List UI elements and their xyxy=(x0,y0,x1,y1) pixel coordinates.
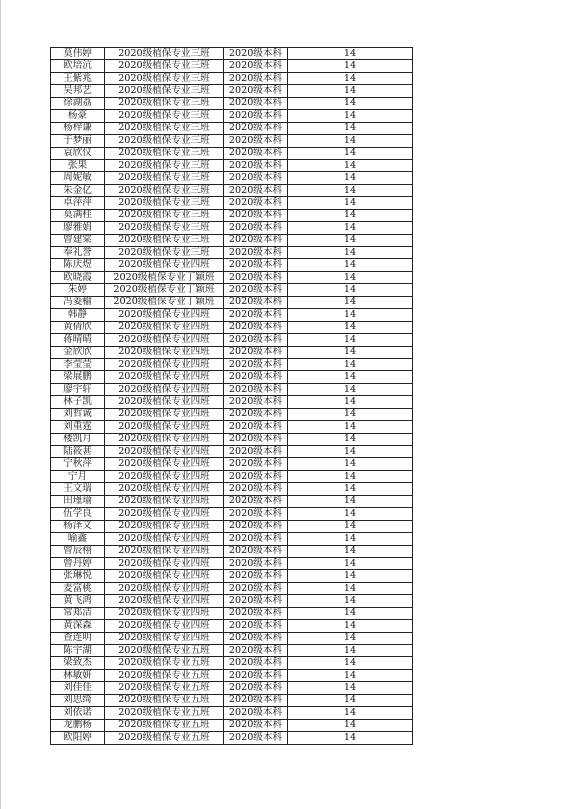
student-name-cell: 查连明 xyxy=(51,632,105,644)
student-name-cell: 冯菱榆 xyxy=(51,296,105,308)
table-row xyxy=(51,383,413,395)
student-name-cell: 宁月 xyxy=(51,470,105,482)
grade-level-cell: 2020级本科 xyxy=(224,184,288,196)
student-name-cell: 宁秋萍 xyxy=(51,458,105,470)
grade-level-cell: 2020级本科 xyxy=(224,159,288,171)
score-cell: 14 xyxy=(288,60,413,72)
table-row xyxy=(51,719,413,731)
class-name-cell: 2020级植保专业五班 xyxy=(105,669,224,681)
table-row xyxy=(51,284,413,296)
student-name-cell: 伍学良 xyxy=(51,508,105,520)
table-row xyxy=(51,222,413,234)
table-row xyxy=(51,184,413,196)
class-name-cell: 2020级植保专业五班 xyxy=(105,657,224,669)
student-name-cell: 于梦丽 xyxy=(51,135,105,147)
grade-level-cell: 2020级本科 xyxy=(224,346,288,358)
class-name-cell: 2020级植保专业四班 xyxy=(105,358,224,370)
table-row xyxy=(51,85,413,97)
class-name-cell: 2020级植保专业四班 xyxy=(105,321,224,333)
score-cell: 14 xyxy=(288,296,413,308)
score-cell: 14 xyxy=(288,309,413,321)
student-name-cell: 曾建棠 xyxy=(51,234,105,246)
grade-level-cell: 2020级本科 xyxy=(224,570,288,582)
score-cell: 14 xyxy=(288,620,413,632)
class-name-cell: 2020级植保专业四班 xyxy=(105,383,224,395)
score-cell: 14 xyxy=(288,707,413,719)
student-name-cell: 奉礼誉 xyxy=(51,247,105,259)
student-name-cell: 梁展鹏 xyxy=(51,371,105,383)
class-name-cell: 2020级植保专业四班 xyxy=(105,371,224,383)
grade-level-cell: 2020级本科 xyxy=(224,446,288,458)
score-cell: 14 xyxy=(288,383,413,395)
grade-level-cell: 2020级本科 xyxy=(224,271,288,283)
student-name-cell: 黄深森 xyxy=(51,620,105,632)
table-row xyxy=(51,97,413,109)
grade-level-cell: 2020级本科 xyxy=(224,732,288,744)
score-cell: 14 xyxy=(288,259,413,271)
class-name-cell: 2020级植保专业四班 xyxy=(105,458,224,470)
grade-level-cell: 2020级本科 xyxy=(224,533,288,545)
table-row xyxy=(51,570,413,582)
score-cell: 14 xyxy=(288,545,413,557)
score-cell: 14 xyxy=(288,669,413,681)
student-name-cell: 刘重霆 xyxy=(51,421,105,433)
student-name-cell: 莫伟婷 xyxy=(51,48,105,60)
class-name-cell: 2020级植保专业三班 xyxy=(105,197,224,209)
score-cell: 14 xyxy=(288,371,413,383)
grade-level-cell: 2020级本科 xyxy=(224,110,288,122)
score-cell: 14 xyxy=(288,595,413,607)
table-row xyxy=(51,595,413,607)
grade-level-cell: 2020级本科 xyxy=(224,48,288,60)
grade-level-cell: 2020级本科 xyxy=(224,72,288,84)
score-cell: 14 xyxy=(288,122,413,134)
class-name-cell: 2020级植保专业丁颖班 xyxy=(105,296,224,308)
class-name-cell: 2020级植保专业三班 xyxy=(105,122,224,134)
class-name-cell: 2020级植保专业四班 xyxy=(105,570,224,582)
score-cell: 14 xyxy=(288,470,413,482)
grade-level-cell: 2020级本科 xyxy=(224,97,288,109)
student-name-cell: 朱金亿 xyxy=(51,184,105,196)
grade-level-cell: 2020级本科 xyxy=(224,135,288,147)
score-cell: 14 xyxy=(288,271,413,283)
class-name-cell: 2020级植保专业五班 xyxy=(105,682,224,694)
table-row xyxy=(51,247,413,259)
class-name-cell: 2020级植保专业四班 xyxy=(105,545,224,557)
class-name-cell: 2020级植保专业四班 xyxy=(105,421,224,433)
student-name-cell: 李莹莹 xyxy=(51,358,105,370)
student-name-cell: 欧晓霞 xyxy=(51,271,105,283)
score-cell: 14 xyxy=(288,358,413,370)
table-row xyxy=(51,234,413,246)
grade-level-cell: 2020级本科 xyxy=(224,707,288,719)
table-row xyxy=(51,358,413,370)
grade-level-cell: 2020级本科 xyxy=(224,483,288,495)
score-cell: 14 xyxy=(288,421,413,433)
grade-level-cell: 2020级本科 xyxy=(224,209,288,221)
score-cell: 14 xyxy=(288,446,413,458)
class-name-cell: 2020级植保专业三班 xyxy=(105,209,224,221)
score-cell: 14 xyxy=(288,533,413,545)
score-cell: 14 xyxy=(288,458,413,470)
class-name-cell: 2020级植保专业四班 xyxy=(105,446,224,458)
class-name-cell: 2020级植保专业五班 xyxy=(105,694,224,706)
class-name-cell: 2020级植保专业三班 xyxy=(105,172,224,184)
class-name-cell: 2020级植保专业四班 xyxy=(105,520,224,532)
score-cell: 14 xyxy=(288,557,413,569)
class-name-cell: 2020级植保专业五班 xyxy=(105,707,224,719)
class-name-cell: 2020级植保专业三班 xyxy=(105,247,224,259)
student-name-cell: 卓萍萍 xyxy=(51,197,105,209)
table-row xyxy=(51,483,413,495)
student-name-cell: 麦富桃 xyxy=(51,582,105,594)
table-row xyxy=(51,669,413,681)
score-cell: 14 xyxy=(288,433,413,445)
table-row xyxy=(51,421,413,433)
student-name-cell: 刘思绮 xyxy=(51,694,105,706)
table-row xyxy=(51,371,413,383)
class-name-cell: 2020级植保专业三班 xyxy=(105,60,224,72)
student-name-cell: 黄倩欣 xyxy=(51,321,105,333)
score-cell: 14 xyxy=(288,719,413,731)
table-row xyxy=(51,346,413,358)
student-name-cell: 喻鑫 xyxy=(51,533,105,545)
grade-level-cell: 2020级本科 xyxy=(224,396,288,408)
table-row xyxy=(51,259,413,271)
student-name-cell: 陆筱葚 xyxy=(51,446,105,458)
score-cell: 14 xyxy=(288,97,413,109)
score-cell: 14 xyxy=(288,184,413,196)
class-name-cell: 2020级植保专业四班 xyxy=(105,483,224,495)
table-row xyxy=(51,458,413,470)
grade-level-cell: 2020级本科 xyxy=(224,620,288,632)
class-name-cell: 2020级植保专业四班 xyxy=(105,334,224,346)
table-row xyxy=(51,72,413,84)
class-name-cell: 2020级植保专业五班 xyxy=(105,719,224,731)
table-row xyxy=(51,172,413,184)
student-name-cell: 刘佳佳 xyxy=(51,682,105,694)
score-cell: 14 xyxy=(288,72,413,84)
student-name-cell: 陈宇湖 xyxy=(51,645,105,657)
table-row xyxy=(51,309,413,321)
grade-level-cell: 2020级本科 xyxy=(224,520,288,532)
student-name-cell: 陈庆煜 xyxy=(51,259,105,271)
class-name-cell: 2020级植保专业三班 xyxy=(105,234,224,246)
grade-level-cell: 2020级本科 xyxy=(224,247,288,259)
score-cell: 14 xyxy=(288,682,413,694)
class-name-cell: 2020级植保专业三班 xyxy=(105,159,224,171)
table-row xyxy=(51,321,413,333)
table-row xyxy=(51,657,413,669)
student-name-cell: 周妮敏 xyxy=(51,172,105,184)
class-name-cell: 2020级植保专业五班 xyxy=(105,732,224,744)
student-name-cell: 龙鹏杨 xyxy=(51,719,105,731)
grade-level-cell: 2020级本科 xyxy=(224,309,288,321)
table-row xyxy=(51,197,413,209)
student-name-cell: 欧阳婷 xyxy=(51,732,105,744)
student-name-cell: 林子凯 xyxy=(51,396,105,408)
student-name-cell: 刘依诺 xyxy=(51,707,105,719)
grade-level-cell: 2020级本科 xyxy=(224,582,288,594)
table-row xyxy=(51,545,413,557)
table-row xyxy=(51,48,413,60)
class-name-cell: 2020级植保专业四班 xyxy=(105,595,224,607)
table-row xyxy=(51,396,413,408)
score-cell: 14 xyxy=(288,408,413,420)
student-name-cell: 张果 xyxy=(51,159,105,171)
class-name-cell: 2020级植保专业四班 xyxy=(105,533,224,545)
score-cell: 14 xyxy=(288,197,413,209)
student-name-cell: 曾辰栩 xyxy=(51,545,105,557)
grade-level-cell: 2020级本科 xyxy=(224,470,288,482)
table-row xyxy=(51,159,413,171)
grade-level-cell: 2020级本科 xyxy=(224,222,288,234)
table-row xyxy=(51,607,413,619)
grade-level-cell: 2020级本科 xyxy=(224,682,288,694)
grade-level-cell: 2020级本科 xyxy=(224,694,288,706)
grade-level-cell: 2020级本科 xyxy=(224,60,288,72)
student-name-cell: 蒋晴晴 xyxy=(51,334,105,346)
class-name-cell: 2020级植保专业三班 xyxy=(105,147,224,159)
class-name-cell: 2020级植保专业三班 xyxy=(105,85,224,97)
student-name-cell: 黄飞鸿 xyxy=(51,595,105,607)
grade-level-cell: 2020级本科 xyxy=(224,645,288,657)
grade-level-cell: 2020级本科 xyxy=(224,595,288,607)
student-name-cell: 张琳悦 xyxy=(51,570,105,582)
class-name-cell: 2020级植保专业四班 xyxy=(105,346,224,358)
table-row xyxy=(51,620,413,632)
table-row xyxy=(51,707,413,719)
table-row xyxy=(51,694,413,706)
score-cell: 14 xyxy=(288,632,413,644)
table-row xyxy=(51,446,413,458)
class-name-cell: 2020级植保专业四班 xyxy=(105,259,224,271)
class-name-cell: 2020级植保专业三班 xyxy=(105,222,224,234)
score-cell: 14 xyxy=(288,570,413,582)
class-name-cell: 2020级植保专业三班 xyxy=(105,48,224,60)
grade-level-cell: 2020级本科 xyxy=(224,197,288,209)
student-name-cell: 吴邦艺 xyxy=(51,85,105,97)
student-name-cell: 田瑾瑜 xyxy=(51,495,105,507)
class-name-cell: 2020级植保专业四班 xyxy=(105,470,224,482)
score-cell: 14 xyxy=(288,247,413,259)
student-name-cell: 袁欣仪 xyxy=(51,147,105,159)
score-cell: 14 xyxy=(288,209,413,221)
grade-level-cell: 2020级本科 xyxy=(224,421,288,433)
grade-level-cell: 2020级本科 xyxy=(224,508,288,520)
class-name-cell: 2020级植保专业四班 xyxy=(105,433,224,445)
grade-level-cell: 2020级本科 xyxy=(224,147,288,159)
class-name-cell: 2020级植保专业四班 xyxy=(105,632,224,644)
score-cell: 14 xyxy=(288,645,413,657)
page-edge-line xyxy=(0,0,1,809)
table-row xyxy=(51,60,413,72)
score-cell: 14 xyxy=(288,85,413,97)
score-cell: 14 xyxy=(288,334,413,346)
student-name-cell: 韩静 xyxy=(51,309,105,321)
class-name-cell: 2020级植保专业四班 xyxy=(105,607,224,619)
table-row xyxy=(51,110,413,122)
table-row xyxy=(51,147,413,159)
grade-level-cell: 2020级本科 xyxy=(224,632,288,644)
student-name-cell: 梁致杰 xyxy=(51,657,105,669)
class-name-cell: 2020级植保专业三班 xyxy=(105,110,224,122)
student-name-cell: 杨豪 xyxy=(51,110,105,122)
table-row xyxy=(51,296,413,308)
table-row xyxy=(51,495,413,507)
grade-level-cell: 2020级本科 xyxy=(224,284,288,296)
table-row xyxy=(51,470,413,482)
score-cell: 14 xyxy=(288,396,413,408)
table-row xyxy=(51,533,413,545)
class-name-cell: 2020级植保专业三班 xyxy=(105,72,224,84)
student-name-cell: 楼凯月 xyxy=(51,433,105,445)
student-roster-table xyxy=(50,47,413,745)
class-name-cell: 2020级植保专业三班 xyxy=(105,135,224,147)
score-cell: 14 xyxy=(288,732,413,744)
class-name-cell: 2020级植保专业三班 xyxy=(105,97,224,109)
grade-level-cell: 2020级本科 xyxy=(224,122,288,134)
table-row xyxy=(51,520,413,532)
table-row xyxy=(51,135,413,147)
score-cell: 14 xyxy=(288,234,413,246)
grade-level-cell: 2020级本科 xyxy=(224,607,288,619)
student-name-cell: 常郑洁 xyxy=(51,607,105,619)
grade-level-cell: 2020级本科 xyxy=(224,557,288,569)
score-cell: 14 xyxy=(288,159,413,171)
table-row xyxy=(51,334,413,346)
grade-level-cell: 2020级本科 xyxy=(224,657,288,669)
student-name-cell: 刘哲诚 xyxy=(51,408,105,420)
grade-level-cell: 2020级本科 xyxy=(224,408,288,420)
table-row xyxy=(51,408,413,420)
grade-level-cell: 2020级本科 xyxy=(224,371,288,383)
grade-level-cell: 2020级本科 xyxy=(224,495,288,507)
grade-level-cell: 2020级本科 xyxy=(224,719,288,731)
score-cell: 14 xyxy=(288,172,413,184)
student-name-cell: 曾丹婷 xyxy=(51,557,105,569)
table-row xyxy=(51,122,413,134)
class-name-cell: 2020级植保专业三班 xyxy=(105,184,224,196)
grade-level-cell: 2020级本科 xyxy=(224,358,288,370)
score-cell: 14 xyxy=(288,657,413,669)
student-name-cell: 徐湖荔 xyxy=(51,97,105,109)
grade-level-cell: 2020级本科 xyxy=(224,383,288,395)
class-name-cell: 2020级植保专业五班 xyxy=(105,645,224,657)
table-row xyxy=(51,557,413,569)
table-row xyxy=(51,632,413,644)
score-cell: 14 xyxy=(288,321,413,333)
grade-level-cell: 2020级本科 xyxy=(224,234,288,246)
student-name-cell: 王文瑞 xyxy=(51,483,105,495)
student-name-cell: 欧培沆 xyxy=(51,60,105,72)
grade-level-cell: 2020级本科 xyxy=(224,433,288,445)
class-name-cell: 2020级植保专业四班 xyxy=(105,582,224,594)
table-row xyxy=(51,271,413,283)
class-name-cell: 2020级植保专业四班 xyxy=(105,396,224,408)
score-cell: 14 xyxy=(288,694,413,706)
score-cell: 14 xyxy=(288,495,413,507)
score-cell: 14 xyxy=(288,222,413,234)
class-name-cell: 2020级植保专业四班 xyxy=(105,557,224,569)
student-name-cell: 杨泽文 xyxy=(51,520,105,532)
score-cell: 14 xyxy=(288,508,413,520)
table-row xyxy=(51,582,413,594)
table-row xyxy=(51,682,413,694)
student-name-cell: 廖宇轩 xyxy=(51,383,105,395)
student-name-cell: 廖雅娟 xyxy=(51,222,105,234)
table-row xyxy=(51,433,413,445)
score-cell: 14 xyxy=(288,135,413,147)
score-cell: 14 xyxy=(288,582,413,594)
class-name-cell: 2020级植保专业四班 xyxy=(105,309,224,321)
class-name-cell: 2020级植保专业四班 xyxy=(105,408,224,420)
class-name-cell: 2020级植保专业丁颖班 xyxy=(105,271,224,283)
class-name-cell: 2020级植保专业四班 xyxy=(105,495,224,507)
grade-level-cell: 2020级本科 xyxy=(224,296,288,308)
score-cell: 14 xyxy=(288,110,413,122)
grade-level-cell: 2020级本科 xyxy=(224,334,288,346)
class-name-cell: 2020级植保专业四班 xyxy=(105,508,224,520)
student-name-cell: 朱婷 xyxy=(51,284,105,296)
score-cell: 14 xyxy=(288,607,413,619)
score-cell: 14 xyxy=(288,284,413,296)
score-cell: 14 xyxy=(288,48,413,60)
grade-level-cell: 2020级本科 xyxy=(224,669,288,681)
class-name-cell: 2020级植保专业四班 xyxy=(105,620,224,632)
grade-level-cell: 2020级本科 xyxy=(224,172,288,184)
score-cell: 14 xyxy=(288,346,413,358)
grade-level-cell: 2020级本科 xyxy=(224,458,288,470)
grade-level-cell: 2020级本科 xyxy=(224,259,288,271)
table-row xyxy=(51,209,413,221)
table-row xyxy=(51,732,413,744)
student-name-cell: 林敏妍 xyxy=(51,669,105,681)
table-row xyxy=(51,645,413,657)
grade-level-cell: 2020级本科 xyxy=(224,545,288,557)
score-cell: 14 xyxy=(288,483,413,495)
score-cell: 14 xyxy=(288,520,413,532)
student-name-cell: 杨梓谦 xyxy=(51,122,105,134)
grade-level-cell: 2020级本科 xyxy=(224,321,288,333)
student-name-cell: 王紫兆 xyxy=(51,72,105,84)
grade-level-cell: 2020级本科 xyxy=(224,85,288,97)
class-name-cell: 2020级植保专业丁颖班 xyxy=(105,284,224,296)
roster-table-body xyxy=(51,48,413,745)
student-name-cell: 莫满桂 xyxy=(51,209,105,221)
score-cell: 14 xyxy=(288,147,413,159)
student-name-cell: 金欣欣 xyxy=(51,346,105,358)
table-row xyxy=(51,508,413,520)
